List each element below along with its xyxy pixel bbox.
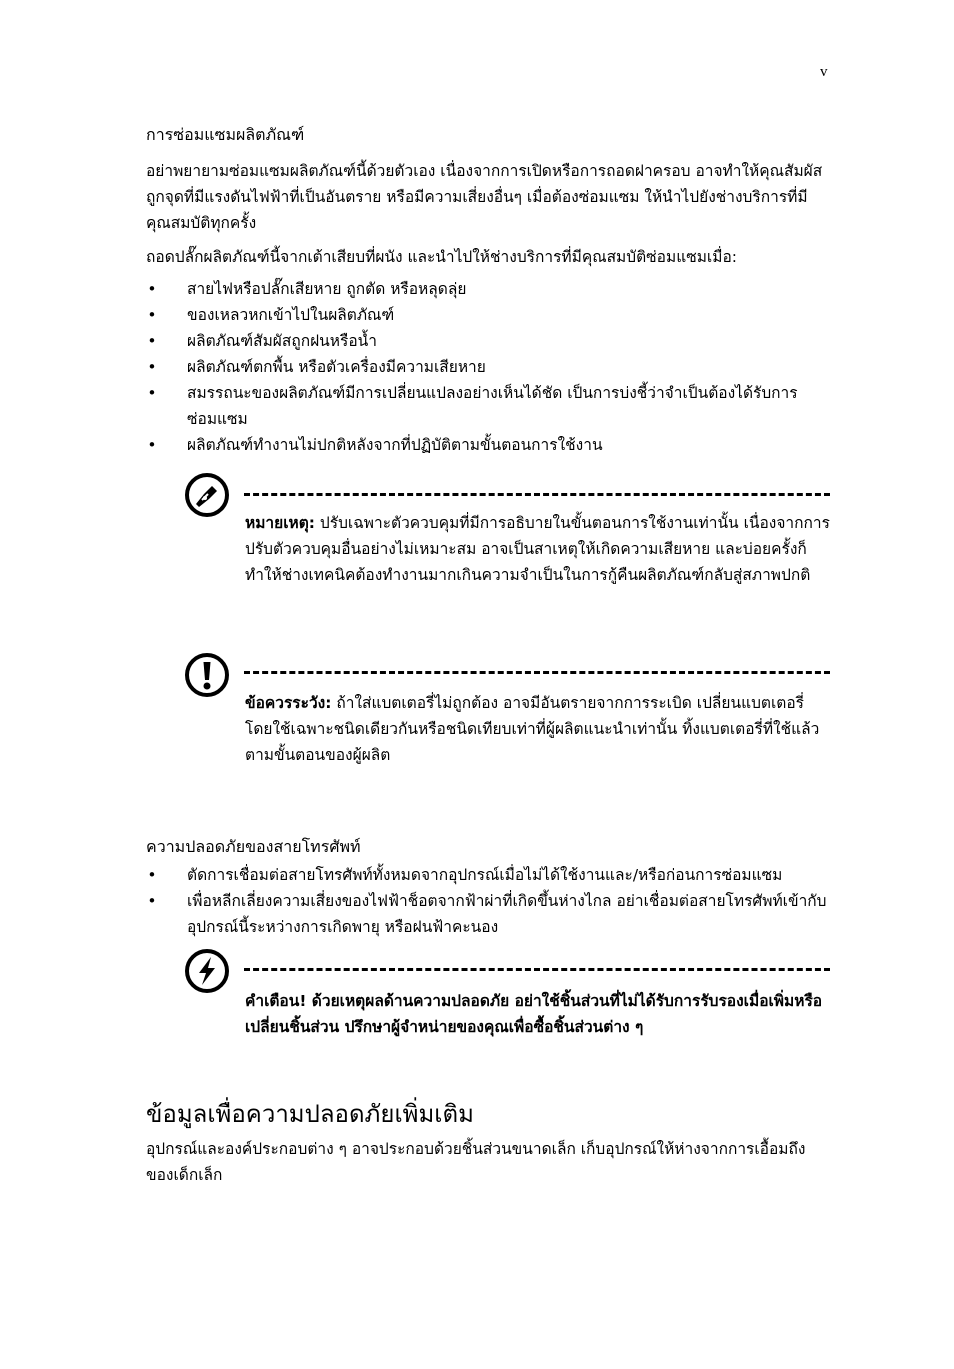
note-callout (184, 472, 830, 644)
caution-callout (184, 652, 830, 832)
page-content (146, 122, 830, 1188)
divider (244, 671, 830, 674)
list-item: • ผลิตภัณฑ์ทำงานไม่ปกติหลังจากที่ปฏิบัติตามขั้นตอนการใช้งาน (147, 436, 603, 454)
page-number: v (820, 64, 828, 80)
warning-callout (184, 948, 830, 1086)
phone-safety-list (146, 862, 830, 940)
list-item: • เพื่อหลีกเลี่ยงความเสี่ยงของไฟฟ้าช็อตจากฟ้าผ่าที่เกิดขึ้นห่างไกล อย่าเชื่อมต่อสายโทรศัพท์เข้ากับอุปกรณ์นี้ระหว่างการเกิดพายุ หรือฝนฟ้าคะนอง (147, 892, 827, 936)
phone-section-title: ความปลอดภัยของสายโทรศัพท์ (146, 837, 361, 856)
repair-intro: อย่าพยายามซ่อมแซมผลิตภัณฑ์นี้ด้วยตัวเอง เนื่องจากการเปิดหรือการถอดฝาครอบ อาจทำให้คุณสัมผัสถูกจุดที่มีแรงดันไฟฟ้าที่เป็นอันตราย หรือมีความเสี่ยงอื่นๆ เมื่อต้องซ่อมแซม ให้นำไปยังช่างบริการที่มีคุณสมบัติทุกครั้ง (146, 162, 823, 232)
repair-conditions-list (146, 276, 830, 458)
list-item: • สมรรถนะของผลิตภัณฑ์มีการเปลี่ยนแปลงอย่างเห็นได้ชัด เป็นการบ่งชี้ว่าจำเป็นต้องได้รับการซ่อมแซม (147, 384, 798, 428)
caution-body: ถ้าใส่แบตเตอรี่ไม่ถูกต้อง อาจมีอันตรายจากการระเบิด เปลี่ยนแบตเตอรี่โดยใช้เฉพาะชนิดเดียวกันหรือชนิดเทียบเท่าที่ผู้ผลิตแนะนำเท่านั้น ทิ้งแบตเตอรี่ที่ใช้แล้วตามขั้นตอนของผู้ผลิต (245, 694, 820, 764)
lightning-icon (184, 948, 230, 994)
list-item: • ผลิตภัณฑ์ตกพื้น หรือตัวเครื่องมีความเสียหาย (147, 358, 486, 376)
additional-text: อุปกรณ์และองค์ประกอบต่าง ๆ อาจประกอบด้วยชิ้นส่วนขนาดเล็ก เก็บอุปกรณ์ให้ห่างจากการเอื้อมถึงของเด็กเล็ก (146, 1140, 806, 1184)
caution-text (245, 652, 830, 768)
caution-label: ข้อควรระวัง: (245, 694, 332, 712)
divider (244, 493, 830, 496)
repair-section-title: การซ่อมแซมผลิตภัณฑ์ (146, 125, 305, 144)
list-item: • ของเหลวหกเข้าไปในผลิตภัณฑ์ (147, 306, 395, 324)
pen-note-icon (184, 472, 230, 518)
list-item: • สายไฟหรือปลั๊กเสียหาย ถูกตัด หรือหลุดลุ่ย (147, 280, 467, 298)
warning-text: คำเตือน! ด้วยเหตุผลด้านความปลอดภัย อย่าใช้ชิ้นส่วนที่ไม่ได้รับการรับรองเมื่อเพิ่มหรือเปลี่ยนชิ้นส่วน ปรึกษาผู้จำหน่ายของคุณเพื่อซื้อชิ้นส่วนต่าง ๆ (245, 992, 823, 1036)
divider (244, 968, 830, 971)
list-item: • ตัดการเชื่อมต่อสายโทรศัพท์ทั้งหมดจากอุปกรณ์เมื่อไม่ได้ใช้งานและ/หรือก่อนการซ่อมแซม (147, 866, 783, 884)
unplug-instruction: ถอดปลั๊กผลิตภัณฑ์นี้จากเต้าเสียบที่ผนัง และนำไปให้ช่างบริการที่มีคุณสมบัติซ่อมแซมเมื่อ: (146, 248, 737, 266)
exclamation-icon (184, 652, 230, 698)
list-item: • ผลิตภัณฑ์สัมผัสถูกฝนหรือน้ำ (147, 332, 377, 350)
note-body: ปรับเฉพาะตัวควบคุมที่มีการอธิบายในขั้นตอนการใช้งานเท่านั้น เนื่องจากการปรับตัวควบคุมอื่นอย่างไม่เหมาะสม อาจเป็นสาเหตุให้เกิดความเสียหาย และบ่อยครั้งก็ทำให้ช่างเทคนิคต้องทำงานมากเกินความจำเป็นในการกู้คืนผลิตภัณฑ์กลับสู่สภาพปกติ (245, 514, 830, 584)
additional-section-title: ข้อมูลเพื่อความปลอดภัยเพิ่มเติม (146, 1100, 474, 1128)
note-text (245, 472, 830, 588)
note-label: หมายเหตุ: (245, 514, 315, 532)
